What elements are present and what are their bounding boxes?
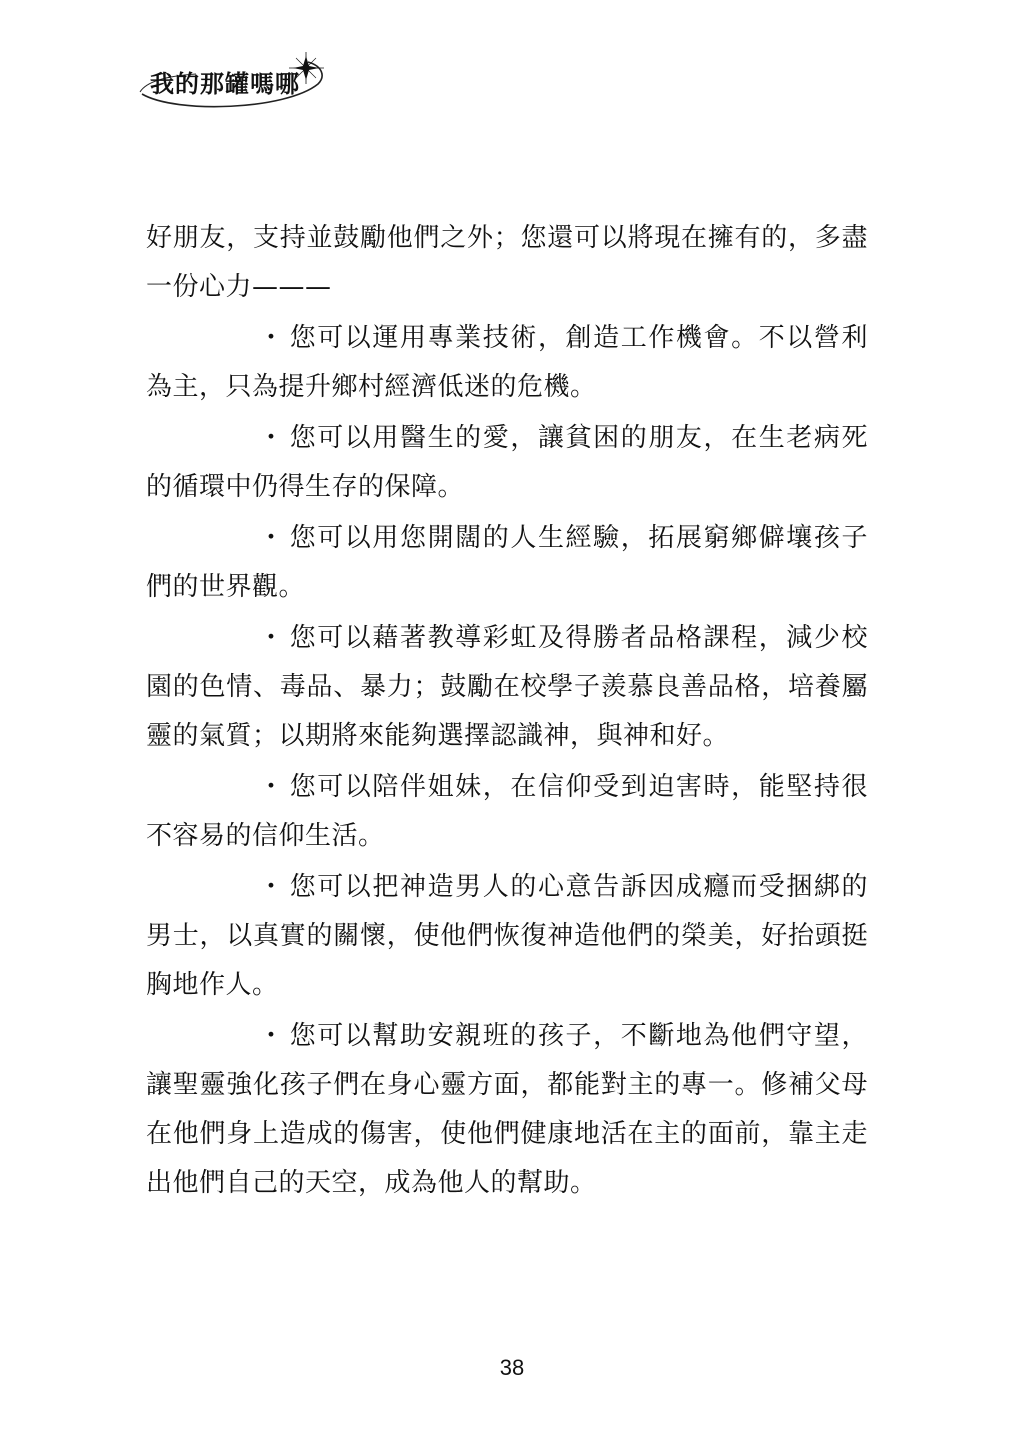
paragraph-text: 您可以用醫生的愛，讓貧困的朋友，在生老病死的循環中仍得生存的保障。 bbox=[146, 423, 868, 502]
body-text bbox=[146, 214, 868, 1210]
bullet-dot: ・ bbox=[258, 623, 285, 653]
bullet-paragraph bbox=[146, 414, 868, 512]
bullet-paragraph bbox=[146, 614, 868, 761]
paragraph-text: 您可以藉著教導彩虹及得勝者品格課程，減少校園的色情、毒品、暴力；鼓勵在校學子羨慕良善品格，培養屬靈的氣質；以期將來能夠選擇認識神，與神和好。 bbox=[146, 623, 868, 751]
paragraph-intro bbox=[146, 214, 868, 312]
bullet-dot: ・ bbox=[258, 1021, 285, 1051]
bullet-dot: ・ bbox=[258, 772, 285, 802]
bullet-dot: ・ bbox=[258, 872, 285, 902]
paragraph-text: 您可以用您開闊的人生經驗，拓展窮鄉僻壤孩子們的世界觀。 bbox=[146, 523, 868, 602]
paragraph-text: 您可以幫助安親班的孩子，不斷地為他們守望，讓聖靈強化孩子們在身心靈方面，都能對主的專一。修補父母在他們身上造成的傷害，使他們健康地活在主的面前，靠主走出他們自己的天空，成為他人的幫助。 bbox=[146, 1021, 868, 1198]
paragraph-text: 您可以把神造男人的心意告訴因成癮而受捆綁的男士，以真實的關懷，使他們恢復神造他們的榮美，好抬頭挺胸地作人。 bbox=[146, 872, 868, 1000]
bullet-paragraph bbox=[146, 1012, 868, 1208]
paragraph-text: 您可以陪伴姐妹，在信仰受到迫害時，能堅持很不容易的信仰生活。 bbox=[146, 772, 868, 851]
running-header bbox=[136, 52, 336, 112]
bullet-paragraph bbox=[146, 763, 868, 861]
bullet-dot: ・ bbox=[258, 323, 285, 353]
book-title: 我的那罐嗎哪 bbox=[150, 69, 300, 98]
bullet-dot: ・ bbox=[258, 523, 285, 553]
paragraph-text: 您可以運用專業技術，創造工作機會。不以營利為主，只為提升鄉村經濟低迷的危機。 bbox=[146, 323, 868, 402]
bullet-paragraph bbox=[146, 514, 868, 612]
paragraph-text: 好朋友，支持並鼓勵他們之外；您還可以將現在擁有的，多盡一份心力——— bbox=[146, 223, 868, 302]
bullet-paragraph bbox=[146, 863, 868, 1010]
bullet-paragraph bbox=[146, 314, 868, 412]
bullet-dot: ・ bbox=[258, 423, 285, 453]
page-number: 38 bbox=[499, 1355, 525, 1380]
